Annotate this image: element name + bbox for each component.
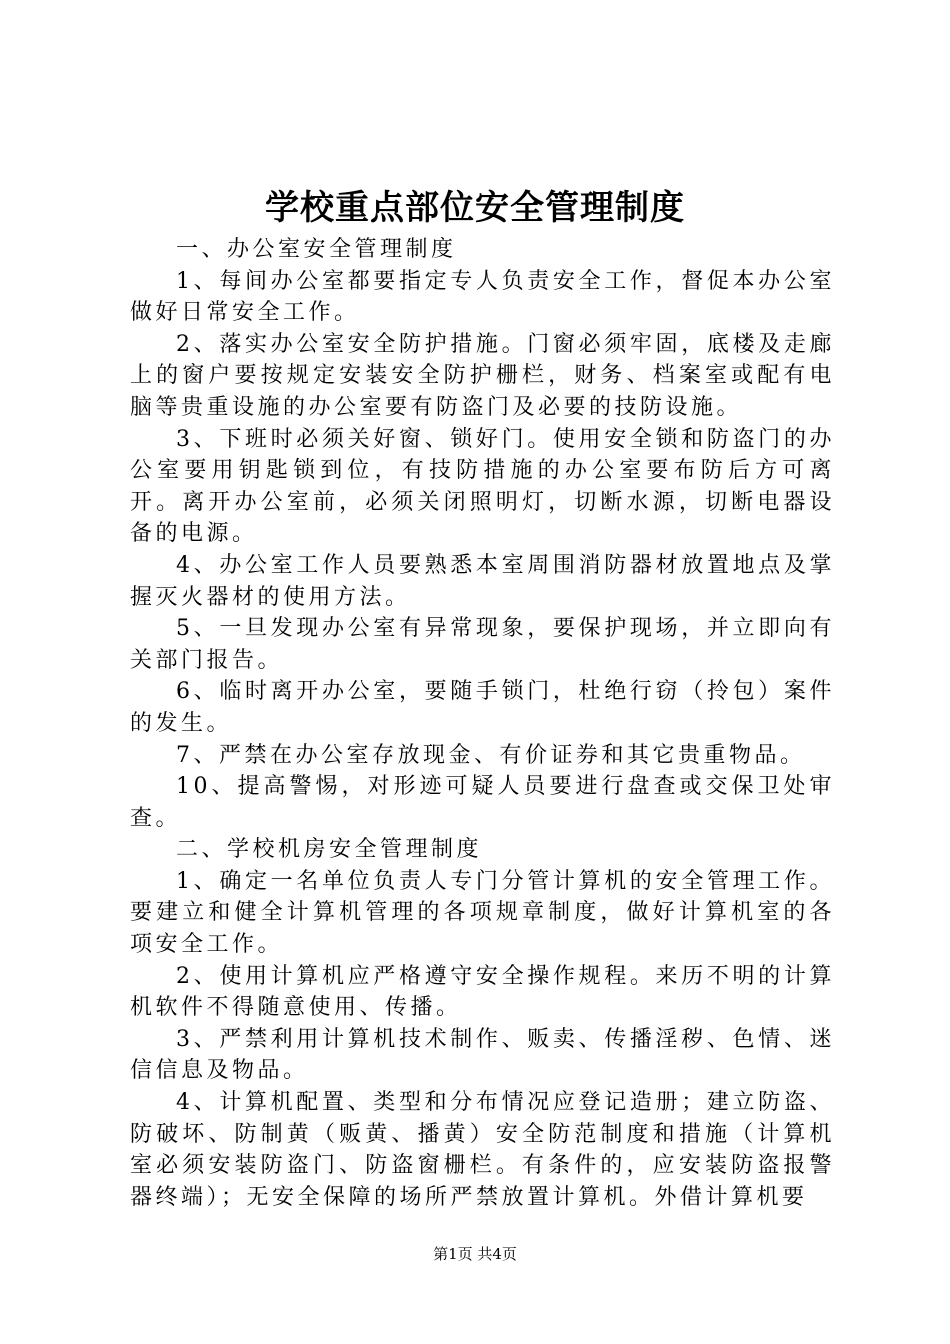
- paragraph: 5、一旦发现办公室有异常现象，要保护现场，并立即向有关部门报告。: [130, 616, 835, 673]
- paragraph: 1、确定一名单位负责人专门分管计算机的安全管理工作。要建立和健全计算机管理的各项规章制度，做好计算机室的各项安全工作。: [130, 868, 835, 958]
- paragraph: 10、提高警惕，对形迹可疑人员要进行盘查或交保卫处审查。: [130, 774, 835, 831]
- document-title: 学校重点部位安全管理制度: [265, 188, 685, 228]
- paragraph: 4、计算机配置、类型和分布情况应登记造册；建立防盗、防破坏、防制黄（贩黄、播黄）安全防范制度和措施（计算机室必须安装防盗门、防盗窗栅栏。有条件的，应安装防盗报警器终端）；无安全保障的场所严禁放置计算机。外借计算机要: [130, 1090, 835, 1210]
- section-office-safety: [130, 234, 835, 834]
- paragraph: 3、下班时必须关好窗、锁好门。使用安全锁和防盗门的办公室要用钥匙锁到位，有技防措施的办公室要布防后方可离开。离开办公室前，必须关闭照明灯，切断水源，切断电器设备的电源。: [130, 426, 835, 547]
- section-heading: 一、办公室安全管理制度: [176, 237, 457, 262]
- section-heading: 二、学校机房安全管理制度: [176, 837, 483, 863]
- paragraph: 2、使用计算机应严格遵守安全操作规程。来历不明的计算机软件不得随意使用、传播。: [130, 963, 835, 1021]
- paragraph: 7、严禁在办公室存放现金、有价证券和其它贵重物品。: [176, 742, 806, 768]
- paragraph: 6、临时离开办公室，要随手锁门，杜绝行窃（拎包）案件的发生。: [130, 679, 835, 736]
- paragraph: 4、办公室工作人员要熟悉本室周围消防器材放置地点及掌握灭火器材的使用方法。: [130, 552, 835, 610]
- page-footer: 第1页 共4页: [433, 1245, 517, 1263]
- section-computer-room-safety: [130, 834, 835, 1213]
- paragraph: 2、落实办公室安全防护措施。门窗必须牢固，底楼及走廊上的窗户要按规定安装安全防护栅栏，财务、档案室或配有电脑等贵重设施的办公室要有防盗门及必要的技防设施。: [130, 331, 835, 420]
- paragraph: 1、每间办公室都要指定专人负责安全工作，督促本办公室做好日常安全工作。: [130, 268, 835, 326]
- document-body: [130, 234, 835, 1213]
- paragraph: 3、严禁利用计算机技术制作、贩卖、传播淫秽、色情、迷信信息及物品。: [130, 1026, 835, 1084]
